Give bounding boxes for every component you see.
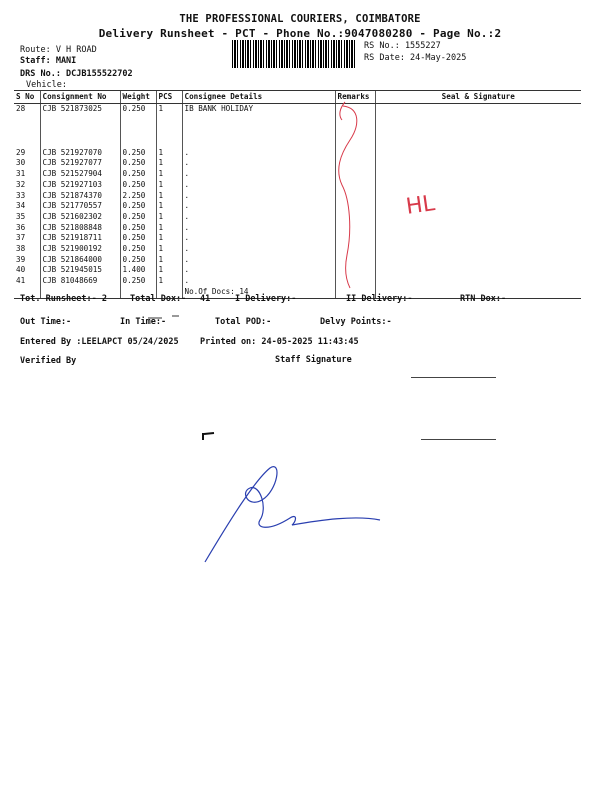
cell-details: . xyxy=(182,244,335,255)
cell-pcs: 1 xyxy=(156,265,182,276)
cell-pcs: 1 xyxy=(156,201,182,212)
cell-details: IB BANK HOLIDAY xyxy=(182,104,335,115)
delvy-points: Delvy Points:- xyxy=(320,317,392,327)
vehicle-label: Vehicle: xyxy=(26,80,67,90)
tot-runsheet: Tot. Runsheet:- 2 xyxy=(20,294,107,304)
cell-details: . xyxy=(182,191,335,202)
cell-sno: 32 xyxy=(16,179,26,189)
cell-consignment: CJB 521602302 xyxy=(40,212,120,223)
col-pcs: PCS xyxy=(156,91,182,104)
rs-date: RS Date: 24-May-2025 xyxy=(364,53,467,63)
cell-consignment: CJB 521770557 xyxy=(40,201,120,212)
cell-weight: 0.250 xyxy=(120,212,156,223)
total-dox-value: 41 xyxy=(200,294,211,304)
total-pod: Total POD:- xyxy=(215,317,272,327)
cell-weight: 0.250 xyxy=(120,255,156,266)
cell-details: . xyxy=(182,201,335,212)
staff-signature-mark xyxy=(205,467,380,562)
cell-pcs: 1 xyxy=(156,255,182,266)
cell-consignment: CJB 521864000 xyxy=(40,255,120,266)
cell-weight: 2.250 xyxy=(120,191,156,202)
cell-weight: 1.400 xyxy=(120,265,156,276)
cell-pcs: 1 xyxy=(156,148,182,159)
cell-pcs: 1 xyxy=(156,233,182,244)
cell-sno: 28 xyxy=(16,104,26,113)
cell-consignment: CJB 521927103 xyxy=(40,180,120,191)
cell-sno: 39 xyxy=(16,254,26,264)
cell-details: . xyxy=(182,233,335,244)
cell-weight: 0.250 xyxy=(120,180,156,191)
cell-pcs: 1 xyxy=(156,158,182,169)
col-consignee: Consignee Details xyxy=(182,91,335,104)
cell-sno: 34 xyxy=(16,201,26,211)
cell-pcs: 1 xyxy=(156,244,182,255)
cell-weight: 0.250 xyxy=(120,104,156,115)
hl-remark-text: HL xyxy=(404,191,437,220)
staff-signature-label: Staff Signature xyxy=(275,355,352,365)
col-seal-signature: Seal & Signature xyxy=(375,91,581,104)
cell-details: . xyxy=(182,158,335,169)
cell-details: . xyxy=(182,148,335,159)
cell-weight: 0.250 xyxy=(120,276,156,287)
cell-consignment: CJB 521918711 xyxy=(40,233,120,244)
out-time: Out Time:- xyxy=(20,317,72,327)
i-delivery: I Delivery:- xyxy=(235,294,297,304)
cell-consignment: CJB 521927077 xyxy=(40,158,120,169)
cell-consignment: CJB 521927070 xyxy=(40,148,120,159)
cell-sno: 38 xyxy=(16,244,26,254)
cell-pcs: 1 xyxy=(156,223,182,234)
cell-details: . xyxy=(182,265,335,276)
cell-weight: 0.250 xyxy=(120,233,156,244)
cell-details: . xyxy=(182,169,335,180)
cell-consignment: CJB 521873025 xyxy=(40,104,120,115)
cell-weight: 0.250 xyxy=(120,158,156,169)
cell-pcs: 1 xyxy=(156,212,182,223)
cell-weight: 0.250 xyxy=(120,223,156,234)
cell-consignment: CJB 521945015 xyxy=(40,265,120,276)
cell-consignment: CJB 521808848 xyxy=(40,223,120,234)
cell-details: . xyxy=(182,276,335,287)
cell-details: . xyxy=(182,223,335,234)
cell-weight: 0.250 xyxy=(120,169,156,180)
cell-pcs: 1 xyxy=(156,191,182,202)
ii-delivery: II Delivery:- xyxy=(346,294,413,304)
cell-sno: 29 xyxy=(16,147,26,157)
cell-details: . xyxy=(182,180,335,191)
col-weight: Weight xyxy=(120,91,156,104)
col-sno: S No xyxy=(14,91,40,104)
cell-sno: 36 xyxy=(16,222,26,232)
col-remarks: Remarks xyxy=(335,91,375,104)
staff-label: Staff: MANI xyxy=(20,56,77,66)
company-title: THE PROFESSIONAL COURIERS, COIMBATORE xyxy=(179,13,421,25)
cell-sno: 35 xyxy=(16,211,26,221)
cell-sno: 33 xyxy=(16,190,26,200)
cell-sno: 31 xyxy=(16,169,26,179)
cell-consignment: CJB 521527904 xyxy=(40,169,120,180)
printed-on: Printed on: 24-05-2025 11:43:45 xyxy=(200,337,359,347)
cell-sno: 41 xyxy=(16,276,26,286)
route-label: Route: V H ROAD xyxy=(20,45,97,55)
rtn-dox: RTN Dox:- xyxy=(460,294,507,304)
runsheet-subtitle: Delivery Runsheet - PCT - Phone No.:9047080280 - Page No.:2 xyxy=(98,27,502,40)
cell-sno: 30 xyxy=(16,158,26,168)
total-dox-label: Total Dox:- xyxy=(130,294,187,304)
in-time: In Time:- xyxy=(120,317,167,327)
remarks-bracket-mark xyxy=(339,102,357,288)
cell-pcs: 1 xyxy=(156,169,182,180)
cell-consignment: CJB 521874370 xyxy=(40,191,120,202)
cell-pcs: 1 xyxy=(156,180,182,191)
entered-by: Entered By :LEELAPCT 05/24/2025 xyxy=(20,337,179,347)
cell-sno: 37 xyxy=(16,233,26,243)
cell-weight: 0.250 xyxy=(120,244,156,255)
cell-pcs: 1 xyxy=(156,104,182,115)
cell-consignment: CJB 81048669 xyxy=(40,276,120,287)
cell-details: . xyxy=(182,212,335,223)
cell-weight: 0.250 xyxy=(120,201,156,212)
col-consignment: Consignment No xyxy=(40,91,120,104)
pen-dash-mark xyxy=(148,316,179,318)
cell-details: . xyxy=(182,255,335,266)
cell-consignment: CJB 521900192 xyxy=(40,244,120,255)
rs-number: RS No.: 1555227 xyxy=(364,41,441,51)
drs-number: DRS No.: DCJB155522702 xyxy=(20,69,133,79)
cell-weight: 0.250 xyxy=(120,148,156,159)
no-of-docs: No.Of Docs: 14 xyxy=(182,287,335,298)
cell-sno: 40 xyxy=(16,265,26,275)
pen-tick-mark xyxy=(203,433,214,440)
verified-by: Verified By xyxy=(20,356,77,366)
cell-pcs: 1 xyxy=(156,276,182,287)
